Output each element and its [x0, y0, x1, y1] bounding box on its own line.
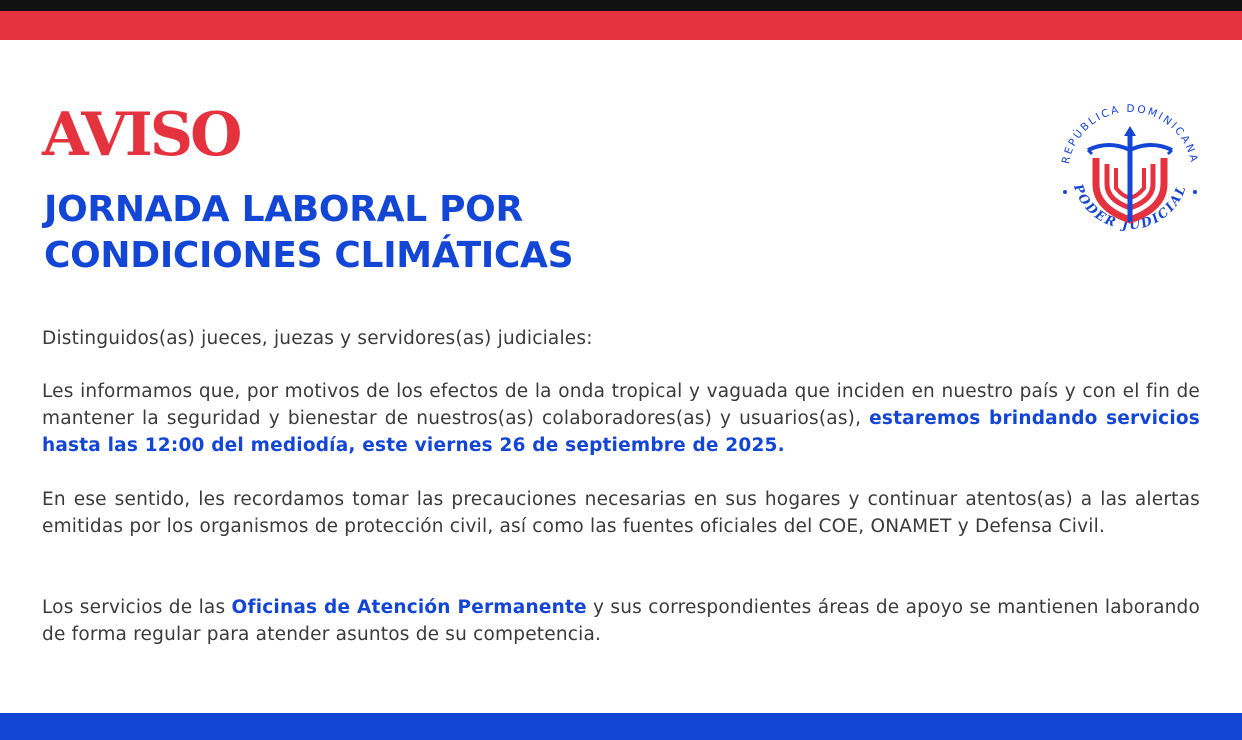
schedule-text: Les informamos que, por motivos de los efectos de la onda tropical y vaguada que inciden en nuestro país y con el fin de mantener la seguridad y bienestar de nuestros(as) colaboradores(as) y usuarios(as),: [42, 381, 1200, 429]
services-text-after: y sus correspondientes áreas de apoyo se mantienen laborando de forma regular para atender asuntos de su competencia.: [42, 597, 1200, 645]
precautions-paragraph: En ese sentido, les recordamos tomar las precauciones necesarias en sus hogares y continuar atentos(as) a las alertas emitidas por los organismos de protección civil, así como las fuentes oficiales del COE, ONAMET y Defensa Civil.: [42, 489, 1200, 537]
bottom-blue-bar: [0, 713, 1242, 740]
poder-judicial-seal-icon: [1052, 96, 1208, 252]
top-black-bar: [0, 0, 1242, 11]
seal-bottom-text: PODER JUDICIAL: [1070, 181, 1190, 233]
services-emphasis: Oficinas de Atención Permanente: [231, 597, 587, 618]
seal-top-text: REPÚBLICA DOMINICANA: [1059, 102, 1201, 166]
subtitle-line-2: CONDICIONES CLIMÁTICAS: [44, 235, 574, 276]
services-text-before: Los servicios de las: [42, 597, 232, 618]
top-red-bar: [0, 11, 1242, 40]
schedule-paragraph: [42, 378, 1200, 459]
greeting-paragraph: Distinguidos(as) jueces, juezas y servidores(as) judiciales:: [42, 328, 593, 349]
schedule-emphasis: estaremos brindando servicios hasta las 12:00 del mediodía, este viernes 26 de septiembre de 2025.: [42, 408, 1201, 456]
notice-headline: AVISO: [42, 100, 240, 170]
subtitle-line-1: JORNADA LABORAL POR: [44, 189, 523, 230]
services-paragraph: [42, 594, 1200, 648]
notice-subtitle: [44, 187, 804, 279]
